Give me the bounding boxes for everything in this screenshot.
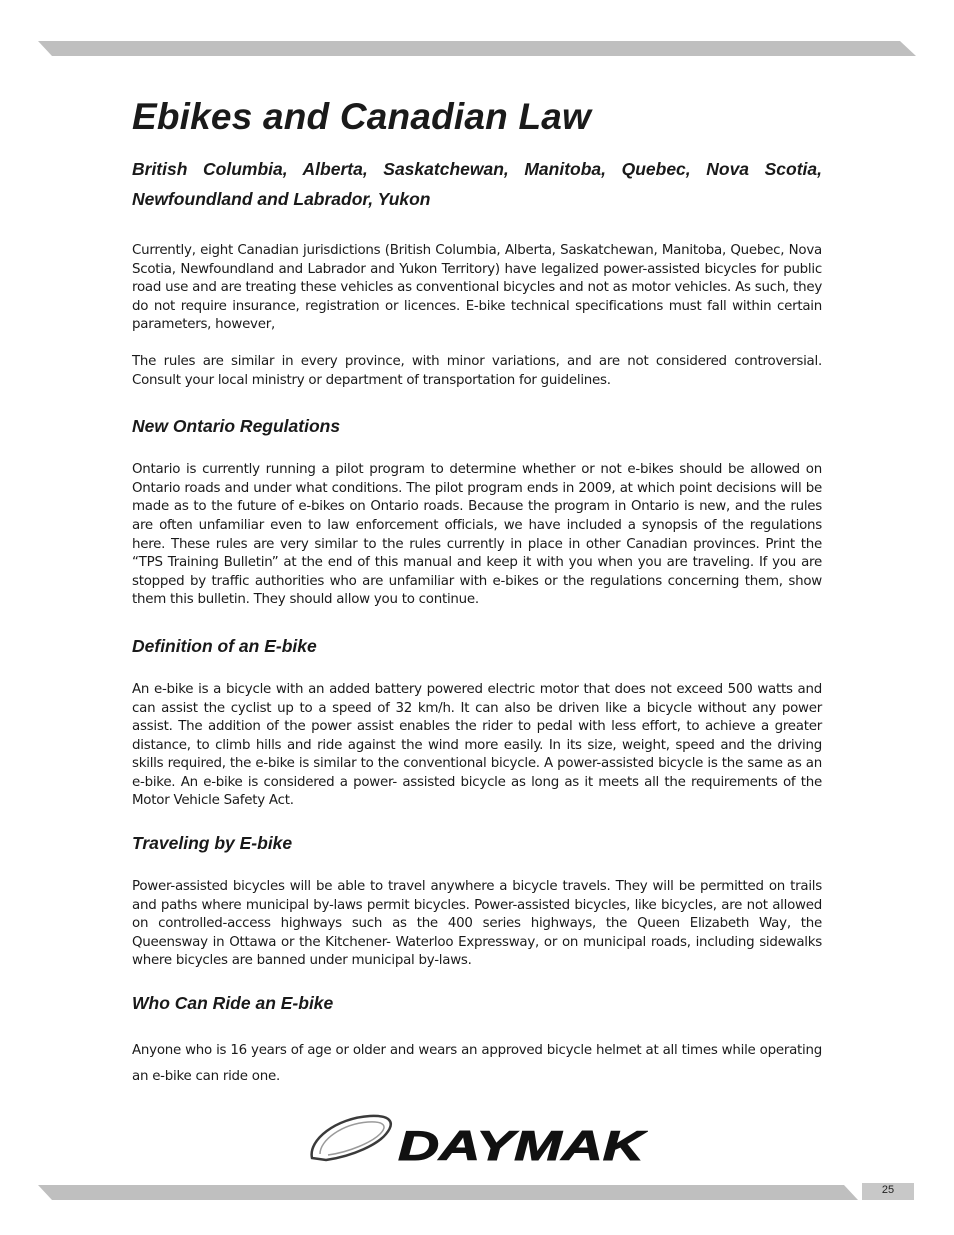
- section-body-ontario: Ontario is currently running a pilot program to determine whether or not e-bikes should be allowed on Ontario roads and under what conditions. The pilot program ends in 2009, at which point decisions will be made as to the future of e-bikes on Ontario roads. Because the program in Ontario is new, and the rules are often unfamiliar even to law enforcement officials, we have included a synopsis of the regulations here. These rules are very similar to the rules currently in place in other Canadian provinces. Print the “TPS Training Bulletin” at the end of this manual and keep it with you when you are traveling. If you are stopped by traffic authorities who are unfamiliar with e-bikes or the regulations concerning them, show them this bulletin. They should allow you to continue.: [132, 462, 822, 608]
- section-body-who-can-ride: Anyone who is 16 years of age or older and wears an approved bicycle helmet at all times while operating an e-bike can ride one.: [132, 1043, 822, 1085]
- intro-paragraph-2: The rules are similar in every province, with minor variations, and are not considered controversial. Consult your local ministry or department of transportation for guidelines.: [132, 353, 822, 388]
- page-title: Ebikes and Canadian Law: [132, 96, 592, 137]
- section-body-definition: An e-bike is a bicycle with an added battery powered electric motor that does not exceed 500 watts and can assist the cyclist up to a speed of 32 km/h. It can also be driven like a bicycle without any power assist. The addition of the power assist enables the rider to pedal with less effort, to achieve a greater distance, to climb hills and ride against the wind more easily. In its size, weight, speed and the driving skills required, the e-bike is similar to the conventional bicycle. A power-assisted bicycle is the same as an e-bike. An e-bike is considered a power- assisted bicycle as long as it meets all the requirements of the Motor Vehicle Safety Act.: [132, 681, 822, 809]
- daymak-logo: [306, 1112, 648, 1168]
- page-subtitle: British Columbia, Alberta, Saskatchewan, Manitoba, Quebec, Nova Scotia, Newfoundland and Labrador, Yukon: [132, 159, 822, 209]
- page-number: 25: [881, 1184, 895, 1196]
- section-heading-ontario: New Ontario Regulations: [132, 416, 341, 437]
- section-body-traveling: Power-assisted bicycles will be able to travel anywhere a bicycle travels. They will be permitted on trails and paths where municipal by-laws permit bicycles. Power-assisted bicycles, like bicycles, are not allowed on controlled-access highways such as the 400 series highways, the Queen Elizabeth Way, the Queensway in Ottawa or the Kitchener- Waterloo Expressway, or on municipal roads, including sidewalks where bicycles are banned under municipal by-laws.: [132, 879, 822, 969]
- intro-paragraph-1: Currently, eight Canadian jurisdictions (British Columbia, Alberta, Saskatchewan, Manitoba, Quebec, Nova Scotia, Newfoundland and Labrador and Yukon Territory) have legalized power-assisted bicycles for public road use and are treating these vehicles as conventional bicycles and not as motor vehicles. As such, they do not require insurance, registration or licences. E-bike technical specifications must fall within certain parameters, however,: [132, 243, 822, 333]
- page-content: [132, 96, 822, 1108]
- logo-wordmark: DAYMAK: [398, 1122, 648, 1168]
- bottom-decorative-bar: [38, 1185, 858, 1200]
- top-decorative-bar: [38, 41, 916, 56]
- section-heading-definition: Definition of an E-bike: [132, 635, 317, 656]
- section-heading-traveling: Traveling by E-bike: [132, 833, 293, 854]
- swoosh-icon: [312, 1116, 391, 1160]
- section-heading-who-can-ride: Who Can Ride an E-bike: [132, 993, 334, 1014]
